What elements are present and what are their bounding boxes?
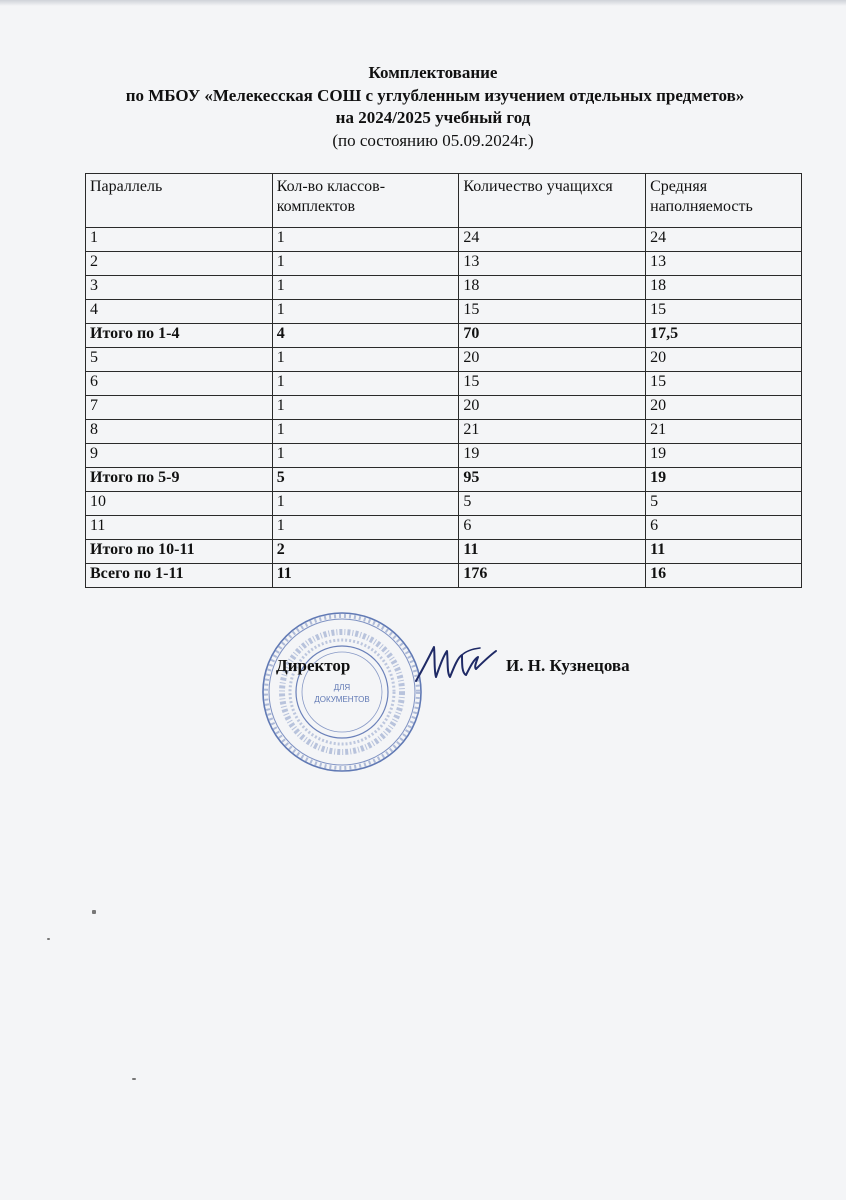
scan-speck <box>47 938 50 940</box>
cell-parallel: Итого по 5-9 <box>86 468 273 492</box>
cell-average-size: 15 <box>646 372 802 396</box>
cell-student-count: 5 <box>459 492 646 516</box>
school-year: на 2024/2025 учебный год <box>335 108 531 127</box>
cell-parallel: 7 <box>86 396 273 420</box>
header-parallel: Параллель <box>86 174 273 228</box>
table-row <box>86 348 802 372</box>
table-total-row <box>86 564 802 588</box>
table-total-row <box>86 324 802 348</box>
svg-text:ДЛЯ: ДЛЯ <box>333 683 351 692</box>
header-average-size: Средняя наполняемость <box>646 174 802 228</box>
cell-student-count: 15 <box>459 372 646 396</box>
table-row <box>86 396 802 420</box>
cell-average-size: 15 <box>646 300 802 324</box>
cell-average-size: 17,5 <box>646 324 802 348</box>
cell-average-size: 18 <box>646 276 802 300</box>
table-row <box>86 228 802 252</box>
cell-average-size: 24 <box>646 228 802 252</box>
cell-parallel: 3 <box>86 276 273 300</box>
table-row <box>86 300 802 324</box>
table-row <box>86 252 802 276</box>
table-row <box>86 444 802 468</box>
document-title: Комплектование <box>368 63 498 82</box>
cell-class-count: 5 <box>272 468 459 492</box>
cell-parallel: 6 <box>86 372 273 396</box>
cell-average-size: 13 <box>646 252 802 276</box>
header-class-count: Кол-во классов-комплектов <box>272 174 459 228</box>
cell-student-count: 24 <box>459 228 646 252</box>
cell-student-count: 13 <box>459 252 646 276</box>
school-seal <box>260 610 424 774</box>
table-row <box>86 372 802 396</box>
cell-class-count: 1 <box>272 276 459 300</box>
enrollment-table-body <box>86 174 802 588</box>
cell-parallel: 10 <box>86 492 273 516</box>
cell-average-size: 21 <box>646 420 802 444</box>
cell-parallel: 1 <box>86 228 273 252</box>
cell-class-count: 1 <box>272 396 459 420</box>
cell-student-count: 176 <box>459 564 646 588</box>
scan-edge <box>0 0 846 6</box>
cell-average-size: 19 <box>646 468 802 492</box>
cell-student-count: 70 <box>459 324 646 348</box>
cell-parallel: Итого по 10-11 <box>86 540 273 564</box>
cell-parallel: 8 <box>86 420 273 444</box>
cell-class-count: 1 <box>272 420 459 444</box>
enrollment-table <box>85 173 802 588</box>
cell-parallel: 2 <box>86 252 273 276</box>
cell-student-count: 15 <box>459 300 646 324</box>
cell-class-count: 2 <box>272 540 459 564</box>
cell-student-count: 19 <box>459 444 646 468</box>
cell-class-count: 1 <box>272 300 459 324</box>
cell-average-size: 6 <box>646 516 802 540</box>
handwritten-signature <box>410 637 500 697</box>
cell-class-count: 1 <box>272 228 459 252</box>
table-header-row <box>86 174 802 228</box>
cell-class-count: 1 <box>272 516 459 540</box>
table-row <box>86 492 802 516</box>
table-total-row <box>86 468 802 492</box>
cell-class-count: 1 <box>272 348 459 372</box>
cell-average-size: 5 <box>646 492 802 516</box>
cell-student-count: 20 <box>459 348 646 372</box>
signer-name: И. Н. Кузнецова <box>506 656 630 675</box>
cell-class-count: 4 <box>272 324 459 348</box>
cell-parallel: 5 <box>86 348 273 372</box>
cell-parallel: 9 <box>86 444 273 468</box>
table-row <box>86 276 802 300</box>
cell-class-count: 1 <box>272 252 459 276</box>
document-subtitle: по МБОУ «Мелекесская СОШ с углубленным изучением отдельных предметов» <box>125 86 745 105</box>
cell-class-count: 1 <box>272 492 459 516</box>
cell-average-size: 19 <box>646 444 802 468</box>
cell-class-count: 1 <box>272 372 459 396</box>
table-row <box>86 420 802 444</box>
cell-class-count: 1 <box>272 444 459 468</box>
scan-speck <box>132 1078 136 1080</box>
cell-student-count: 18 <box>459 276 646 300</box>
scan-speck <box>92 910 96 914</box>
cell-student-count: 95 <box>459 468 646 492</box>
header-student-count: Количество учащихся <box>459 174 646 228</box>
table-total-row <box>86 540 802 564</box>
cell-average-size: 20 <box>646 348 802 372</box>
as-of-date: (по состоянию 05.09.2024г.) <box>332 131 534 150</box>
cell-parallel: 11 <box>86 516 273 540</box>
cell-student-count: 11 <box>459 540 646 564</box>
cell-average-size: 20 <box>646 396 802 420</box>
cell-class-count: 11 <box>272 564 459 588</box>
cell-student-count: 21 <box>459 420 646 444</box>
cell-student-count: 20 <box>459 396 646 420</box>
table-row <box>86 516 802 540</box>
cell-parallel: Итого по 1-4 <box>86 324 273 348</box>
cell-parallel: 4 <box>86 300 273 324</box>
svg-text:ДОКУМЕНТОВ: ДОКУМЕНТОВ <box>314 695 370 704</box>
cell-average-size: 16 <box>646 564 802 588</box>
signer-position: Директор <box>276 656 351 675</box>
cell-average-size: 11 <box>646 540 802 564</box>
cell-parallel: Всего по 1-11 <box>86 564 273 588</box>
cell-student-count: 6 <box>459 516 646 540</box>
